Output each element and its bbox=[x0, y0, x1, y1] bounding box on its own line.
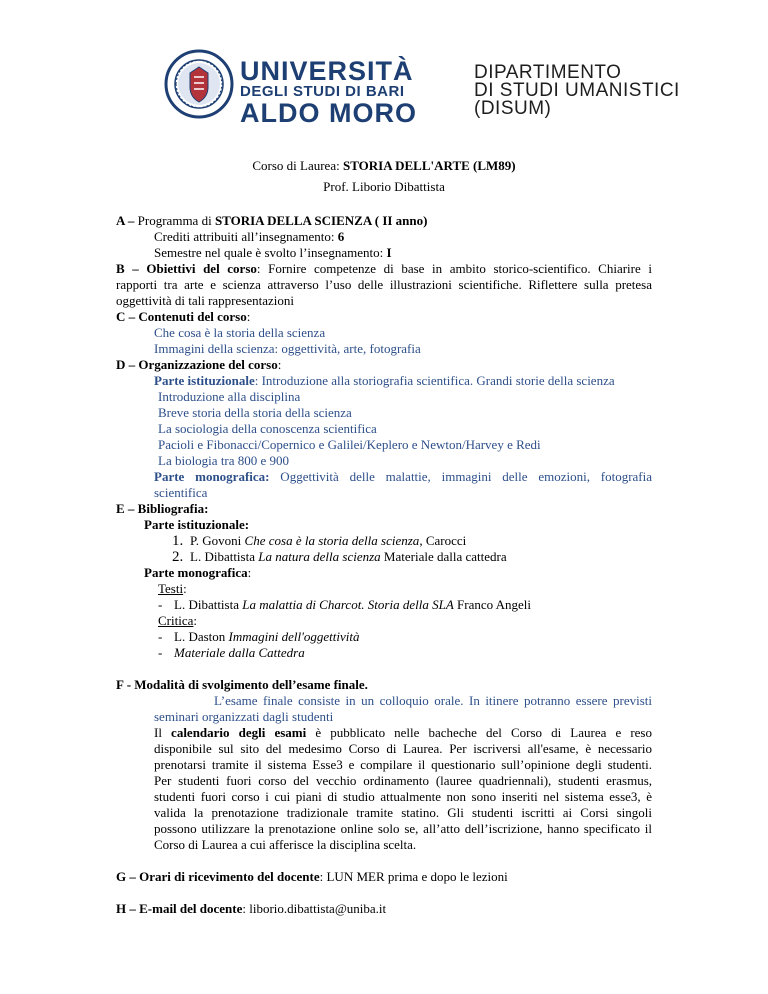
section-g-text: : LUN MER prima e dopo le lezioni bbox=[319, 869, 508, 884]
section-c-heading-text: C – Contenuti del corso bbox=[116, 309, 247, 324]
university-name bbox=[240, 58, 417, 126]
testi-item-1-author: L. Dibattista bbox=[174, 597, 243, 612]
section-f-heading-text: F - Modalità di svolgimento dell’esame finale. bbox=[116, 677, 368, 692]
section-a-intro: Programma di bbox=[134, 213, 215, 228]
university-seal-logo bbox=[164, 49, 234, 119]
calendario-bold: calendario degli esami bbox=[171, 725, 307, 740]
section-h-email: : liborio.dibattista@uniba.it bbox=[242, 901, 387, 916]
critica-item-2 bbox=[116, 645, 652, 661]
section-f-line-1: disponibile sul sito del medesimo Corso di Laurea. Per iscriversi all'esame, è necessario bbox=[154, 741, 652, 756]
section-c-item-2: Immagini della scienza: oggettività, arte, fotografia bbox=[154, 341, 421, 356]
department-line-2: DI STUDI UMANISTICI bbox=[474, 80, 680, 101]
header bbox=[0, 0, 768, 140]
calendario-pre: Il bbox=[154, 725, 172, 740]
bib-istituzionale-heading bbox=[116, 517, 652, 533]
critica-label: Critica bbox=[158, 613, 194, 628]
parte-monografica-text-1: Oggettività delle malattie, immagini delle emozioni, fotografia bbox=[269, 469, 652, 484]
university-line-3: ALDO MORO bbox=[240, 98, 417, 128]
semestre-line bbox=[116, 245, 652, 261]
critica-item-1-author: L. Daston bbox=[174, 629, 229, 644]
section-f-line-6: possono utilizzare la prenotazione online solo se, all’atto dell’iscrizione, hanno specificato il bbox=[154, 821, 652, 836]
bib-book-1-num: 1. bbox=[172, 533, 184, 549]
university-line-2: DEGLI STUDI DI BARI bbox=[240, 83, 405, 100]
department-name bbox=[474, 64, 680, 118]
course-line bbox=[0, 158, 768, 174]
critica-item-1-dash: - bbox=[158, 629, 163, 644]
calendario-line bbox=[116, 725, 652, 741]
section-d-item-2: Breve storia della storia della scienza bbox=[158, 405, 352, 420]
section-f-blue-1: L’esame finale consiste in un colloquio orale. In itinere potranno essere previsti bbox=[214, 693, 652, 708]
section-d-heading-text: D – Organizzazione del corso bbox=[116, 357, 278, 372]
bib-book-1-author: P. Govoni bbox=[190, 533, 245, 548]
bib-book-2 bbox=[116, 549, 652, 565]
parte-monografica-text-2: scientifica bbox=[154, 485, 208, 500]
professor-name: Prof. Liborio Dibattista bbox=[323, 179, 445, 194]
section-f-heading bbox=[116, 677, 652, 693]
critica-item-1 bbox=[116, 629, 652, 645]
semestre-label: Semestre nel quale è svolto l’insegnamento: bbox=[154, 245, 387, 260]
section-b-heading: B – Obiettivi del corso bbox=[116, 261, 257, 276]
section-d-item-5: La biologia tra 800 e 900 bbox=[158, 453, 290, 468]
section-h-heading: H – E-mail del docente bbox=[116, 901, 243, 916]
course-name: STORIA DELL'ARTE (LM89) bbox=[342, 158, 516, 173]
section-c-item-1: Che cosa è la storia della scienza bbox=[154, 325, 326, 340]
bib-monografica-heading: Parte monografica: bbox=[144, 565, 252, 580]
section-f-line-3: Per studenti fuori corso del vecchio ordinamento (lauree quadriennali), studenti erasmus, bbox=[154, 773, 652, 788]
section-b-line-1 bbox=[116, 261, 652, 277]
section-g-line bbox=[116, 869, 652, 885]
bib-book-2-title: La natura della scienza bbox=[258, 549, 381, 564]
section-a-letter: A – bbox=[116, 213, 135, 228]
section-f-blue-2: seminari organizzati dagli studenti bbox=[154, 709, 334, 724]
bib-book-2-rest: Materiale dalla cattedra bbox=[380, 549, 507, 564]
section-f-line-7: Corso di Laurea a cui afferisce la disciplina scelta. bbox=[154, 837, 417, 852]
university-line-1: UNIVERSITÀ bbox=[240, 56, 414, 86]
section-b-text-1: : Fornire competenze di base in ambito storico-scientifico. Chiarire i bbox=[256, 261, 652, 276]
bib-book-2-author: L. Dibattista bbox=[190, 549, 259, 564]
parte-istituzionale-line bbox=[116, 373, 652, 389]
critica-item-1-title: Immagini dell'oggettività bbox=[228, 629, 360, 644]
bib-book-1-rest: , Carocci bbox=[419, 533, 467, 548]
bib-monografica-heading-text: Parte monografica bbox=[144, 565, 248, 580]
parte-istituzionale-text: : Introduzione alla storiografia scientifica. Grandi storie della scienza bbox=[254, 373, 615, 388]
testi-label: Testi bbox=[158, 581, 184, 596]
bib-book-1-title: Che cosa è la storia della scienza bbox=[244, 533, 420, 548]
crediti-line bbox=[116, 229, 652, 245]
section-f-line-5: valida la prenotazione tradizionale tramite statino. Gli studenti iscritti ai Corsi singoli bbox=[154, 805, 652, 820]
parte-monografica-label: Parte monografica: bbox=[154, 469, 270, 484]
testi-label-line: Testi: bbox=[158, 581, 187, 596]
document-body bbox=[116, 213, 652, 917]
section-h-line bbox=[116, 901, 652, 917]
department-line-3: (DISUM) bbox=[474, 98, 552, 119]
bib-book-1 bbox=[116, 533, 652, 549]
testi-item-1-dash: - bbox=[158, 597, 163, 612]
crediti-label: Crediti attribuiti all’insegnamento: bbox=[154, 229, 338, 244]
section-c-heading: C – Contenuti del corso: bbox=[116, 309, 251, 324]
section-f-line-4: studenti fuori corso i cui piani di studio attualmente non sono inseriti nel sistema esse3, è bbox=[154, 789, 652, 804]
section-e-heading bbox=[116, 501, 652, 517]
parte-istituzionale-label: Parte istituzionale bbox=[154, 373, 255, 388]
section-d-item-3: La sociologia della conoscenza scientifica bbox=[158, 421, 377, 436]
section-f-line-2: prenotarsi tramite il sistema Esse3 e compilare il questionario sull’opinione degli studenti. bbox=[154, 757, 652, 772]
critica-item-2-dash: - bbox=[158, 645, 163, 660]
calendario-rest: è pubblicato nelle bacheche del Corso di Laurea e reso bbox=[306, 725, 652, 740]
section-b-line-3: oggettività di tali rappresentazioni bbox=[116, 293, 294, 308]
section-a-title bbox=[116, 213, 652, 229]
semestre-value: I bbox=[386, 245, 392, 260]
crediti-value: 6 bbox=[337, 229, 345, 244]
section-a-course: STORIA DELLA SCIENZA ( II anno) bbox=[214, 213, 428, 228]
testi-item-1 bbox=[116, 597, 652, 613]
section-d-item-1: Introduzione alla disciplina bbox=[158, 389, 301, 404]
critica-item-2-title: Materiale dalla Cattedra bbox=[174, 645, 305, 660]
course-prefix: Corso di Laurea: bbox=[252, 158, 343, 173]
section-d-item-4: Pacioli e Fibonacci/Copernico e Galilei/Keplero e Newton/Harvey e Redi bbox=[158, 437, 541, 452]
critica-label-line: Critica: bbox=[158, 613, 198, 628]
section-g-heading: G – Orari di ricevimento del docente bbox=[116, 869, 320, 884]
section-e-heading-text: E – Bibliografia: bbox=[116, 501, 209, 516]
bib-istituzionale-heading-text: Parte istituzionale: bbox=[144, 517, 250, 532]
testi-item-1-title: La malattia di Charcot. Storia della SLA bbox=[242, 597, 454, 612]
parte-monografica-line bbox=[116, 469, 652, 485]
section-b-line-2: rapporti tra arte e scienza attraverso l’uso delle illustrazioni scientifiche. Riflettere sulla pretesa bbox=[116, 277, 652, 292]
bib-book-2-num: 2. bbox=[172, 549, 184, 565]
testi-item-1-rest: Franco Angeli bbox=[453, 597, 532, 612]
department-line-1: DIPARTIMENTO bbox=[474, 62, 622, 83]
section-d-heading: D – Organizzazione del corso: bbox=[116, 357, 282, 372]
